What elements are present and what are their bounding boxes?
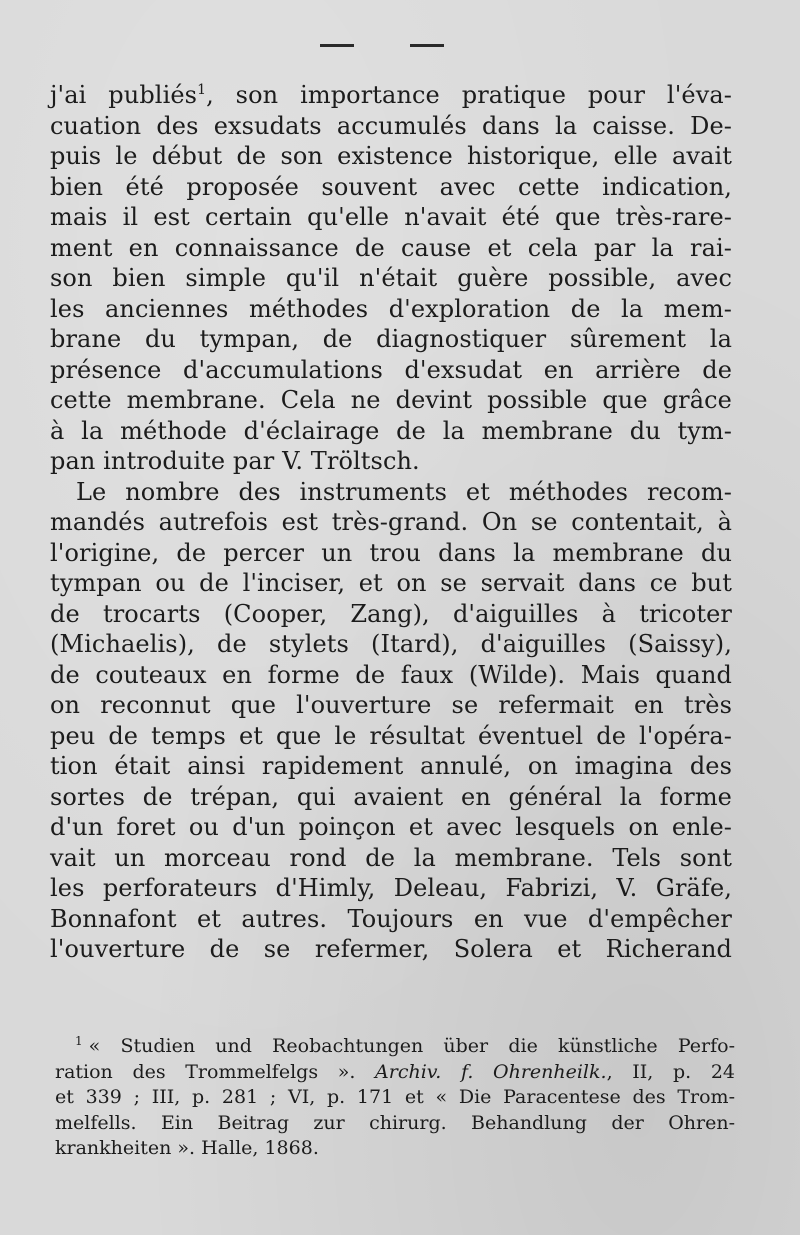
footnote-line: ration des Trommelfelgs ». Archiv. f. Ohrenheilk., II, p. 24 [55,1060,735,1083]
journal-title: Archiv. f. Ohrenheilk. [375,1060,607,1083]
footnote-line: $^1$ « Studien und Reobachtungen über die künstliche Perfo- [75,1033,735,1057]
footnote-number: 1 [75,1033,83,1048]
footnote-line: et 339 ; III, p. 281 ; VI, p. 171 et « Die Paracentese des Trom- [55,1086,735,1108]
text-line: vait un morceau rond de la membrane. Tels sont [50,843,732,872]
footnote-line: krankheiten ». Halle, 1868. [55,1137,319,1159]
text-line: peu de temps et que le résultat éventuel de l'opéra- [50,721,732,750]
text-line-paragraph-end: pan introduite par V. Tröltsch. [50,447,420,475]
footnote-block [55,1034,735,1162]
text-line: sortes de trépan, qui avaient en général la forme [50,782,732,811]
text-line: on reconnut que l'ouverture se refermait en très [50,691,732,719]
text-line: bien été proposée souvent avec cette indication, [50,172,732,201]
main-text-block [50,80,732,965]
text-line: l'ouverture de se refermer, Solera et Richerand [50,935,732,963]
text-line: mais il est certain qu'elle n'avait été que très-rare- [50,203,732,231]
footnote-reference[interactable]: 1 [197,82,207,98]
text-line: tion était ainsi rapidement annulé, on imagina des [50,752,732,780]
text-line: (Michaelis), de stylets (Itard), d'aiguilles (Saissy), [50,630,732,658]
footnote-line: melfells. Ein Beitrag zur chirurg. Behandlung der Ohren- [55,1111,735,1134]
text-line: brane du tympan, de diagnostiquer sûrement la [50,325,732,353]
text-line: puis le début de son existence historique, elle avait [50,142,732,170]
text-line: mandés autrefois est très-grand. On se contentait, à [50,508,732,536]
header-dash-right [410,44,444,47]
text-line: cuation des exsudats accumulés dans la caisse. De- [50,111,732,140]
text-line: son bien simple qu'il n'était guère possible, avec [50,264,732,292]
text-line: ment en connaissance de cause et cela par la rai- [50,233,732,262]
text-line-paragraph-start: Le nombre des instruments et méthodes recom- [76,477,732,506]
text-line: j'ai publiés$^1$, son importance pratique pour l'éva- [50,81,732,109]
text-line: les perforateurs d'Himly, Deleau, Fabrizi, V. Gräfe, [50,874,732,902]
text-line: les anciennes méthodes d'exploration de la mem- [50,294,732,323]
page-header-marks [320,38,470,52]
text-line: de trocarts (Cooper, Zang), d'aiguilles à tricoter [50,599,732,628]
header-dash-left [320,44,354,47]
text-line: présence d'accumulations d'exsudat en arrière de [50,355,732,384]
text-line: d'un foret ou d'un poinçon et avec lesquels on enle- [50,813,732,841]
text-line: Bonnafont et autres. Toujours en vue d'empêcher [50,904,732,933]
text-line: cette membrane. Cela ne devint possible que grâce [50,386,732,414]
text-line: à la méthode d'éclairage de la membrane du tym- [50,416,732,445]
text-line: tympan ou de l'inciser, et on se servait dans ce but [50,569,732,597]
text-line: de couteaux en forme de faux (Wilde). Mais quand [50,660,732,689]
text-line: l'origine, de percer un trou dans la membrane du [50,538,732,567]
